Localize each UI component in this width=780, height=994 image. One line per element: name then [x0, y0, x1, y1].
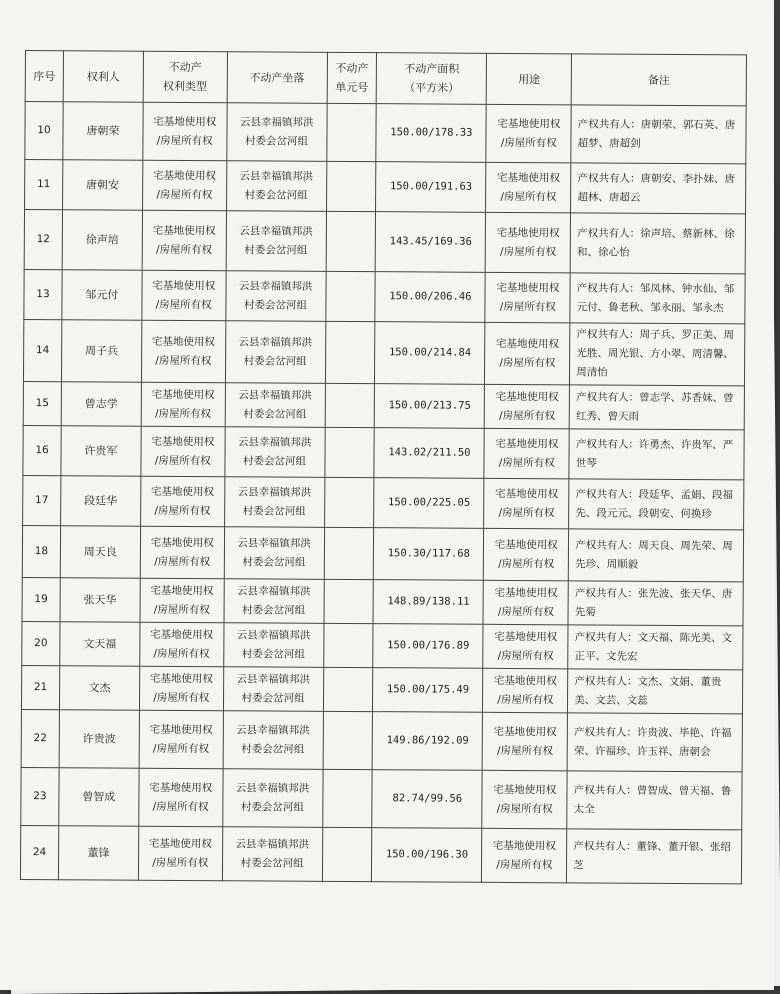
- cell-holder: 徐声培: [62, 210, 142, 270]
- cell-unit-no: [324, 527, 374, 579]
- header-note: 备注: [571, 54, 746, 106]
- cell-holder: 许贵波: [59, 710, 139, 768]
- cell-right-type: 宅基地使用权 /房屋所有权: [138, 826, 222, 881]
- header-holder: 权利人: [63, 51, 143, 102]
- cell-seq: 15: [23, 381, 61, 425]
- cell-right-type: 宅基地使用权 /房屋所有权: [139, 710, 223, 769]
- cell-location: 云县幸福镇邦洪 村委会岔河组: [223, 711, 323, 770]
- header-area: 不动产面积 （平方米）: [377, 53, 487, 105]
- table-row: [20, 825, 741, 883]
- cell-right-type: 宅基地使用权 /房屋所有权: [141, 320, 225, 383]
- cell-unit-no: [325, 383, 375, 427]
- cell-seq: 21: [21, 665, 59, 709]
- table-row: [23, 319, 744, 385]
- cell-right-type: 宅基地使用权 /房屋所有权: [139, 666, 223, 711]
- table-row: [22, 577, 743, 625]
- table-row: [22, 621, 743, 669]
- header-unit-no: 不动产 单元号: [327, 52, 377, 103]
- cell-right-type: 宅基地使用权 /房屋所有权: [140, 578, 224, 623]
- cell-right-type: 宅基地使用权 /房屋所有权: [140, 526, 224, 579]
- cell-seq: 18: [22, 525, 60, 577]
- cell-area: 150.00/175.49: [373, 668, 483, 713]
- property-rights-table: [20, 50, 747, 884]
- cell-location: 云县幸福镇邦洪 村委会岔河组: [223, 623, 323, 668]
- cell-area: 143.45/169.36: [376, 212, 486, 273]
- cell-location: 云县幸福镇邦洪 村委会岔河组: [225, 383, 325, 428]
- cell-seq: 22: [21, 709, 59, 767]
- cell-note: 产权共有人：张先波、张天华、唐先菊: [568, 581, 743, 626]
- cell-note: 产权共有人：文天福、陈光美、文正平、文先宏: [568, 625, 743, 670]
- cell-usage: 宅基地使用权 /房屋所有权: [482, 828, 567, 883]
- cell-holder: 文杰: [59, 666, 139, 710]
- cell-note: 产权共有人：许贵波、毕艳、许福荣、许福珍、许玉祥、唐朝会: [567, 713, 742, 772]
- cell-seq: 10: [25, 102, 63, 160]
- cell-usage: 宅基地使用权 /房屋所有权: [486, 104, 571, 163]
- cell-holder: 曾志学: [61, 382, 141, 426]
- cell-seq: 11: [25, 160, 63, 210]
- cell-seq: 23: [21, 767, 59, 825]
- cell-location: 云县幸福镇邦洪 村委会岔河组: [226, 271, 326, 322]
- cell-note: 产权共有人：董锋、董开银、张绍芝: [567, 829, 742, 884]
- cell-right-type: 宅基地使用权 /房屋所有权: [139, 768, 223, 827]
- cell-area: 150.00/178.33: [376, 104, 486, 163]
- cell-unit-no: [326, 161, 376, 211]
- cell-usage: 宅基地使用权 /房屋所有权: [483, 624, 568, 669]
- header-seq: 序号: [25, 51, 63, 102]
- cell-unit-no: [326, 211, 376, 271]
- cell-unit-no: [325, 321, 375, 383]
- table-row: [22, 525, 743, 581]
- cell-usage: 宅基地使用权 /房屋所有权: [484, 428, 569, 479]
- cell-seq: 17: [23, 475, 61, 525]
- table-row: [23, 381, 744, 429]
- cell-right-type: 宅基地使用权 /房屋所有权: [140, 622, 224, 667]
- cell-location: 云县幸福镇邦洪 村委会岔河组: [225, 321, 325, 384]
- cell-seq: 16: [23, 425, 61, 475]
- cell-location: 云县幸福镇邦洪 村委会岔河组: [224, 477, 324, 528]
- cell-usage: 宅基地使用权 /房屋所有权: [482, 770, 567, 829]
- cell-holder: 董锋: [58, 826, 138, 880]
- cell-area: 150.00/206.46: [375, 272, 485, 323]
- cell-unit-no: [323, 667, 373, 711]
- cell-note: 产权共有人：许勇杰、许贵军、严世琴: [569, 429, 744, 480]
- header-usage: 用途: [487, 53, 572, 105]
- cell-location: 云县幸福镇邦洪 村委会岔河组: [222, 827, 322, 882]
- cell-note: 产权共有人：曾志学、苏香妹、曾红秀、曾天雨: [569, 385, 744, 430]
- cell-holder: 周子兵: [61, 320, 141, 382]
- table-row: [21, 709, 742, 771]
- cell-area: 82.74/99.56: [372, 770, 482, 829]
- cell-area: 150.00/196.30: [372, 828, 482, 883]
- cell-right-type: 宅基地使用权 /房屋所有权: [143, 102, 227, 161]
- cell-seq: 24: [20, 825, 58, 879]
- table-row: [25, 102, 746, 164]
- cell-unit-no: [322, 827, 372, 881]
- cell-area: 148.89/138.11: [373, 580, 483, 625]
- cell-seq: 20: [22, 621, 60, 665]
- cell-holder: 段廷华: [61, 476, 141, 526]
- table-row: [21, 665, 742, 713]
- cell-usage: 宅基地使用权 /房屋所有权: [484, 528, 569, 581]
- cell-seq: 13: [24, 269, 62, 319]
- cell-seq: 12: [24, 210, 62, 270]
- header-location: 不动产坐落: [227, 52, 327, 104]
- cell-holder: 文天福: [60, 622, 140, 666]
- cell-usage: 宅基地使用权 /房屋所有权: [484, 478, 569, 529]
- cell-holder: 曾智成: [59, 768, 139, 826]
- table-header-row: [25, 51, 746, 106]
- cell-note: 产权共有人：文杰、文娟、董贵美、文芸、文蕊: [568, 669, 743, 714]
- cell-location: 云县幸福镇邦洪 村委会岔河组: [224, 527, 324, 580]
- cell-usage: 宅基地使用权 /房屋所有权: [486, 212, 571, 273]
- cell-location: 云县幸福镇邦洪 村委会岔河组: [224, 579, 324, 624]
- cell-holder: 张天华: [60, 578, 140, 622]
- cell-note: 产权共有人：周子兵、罗正美、周光胜、周光银、方小翠、周清馨、周清怡: [570, 323, 745, 386]
- cell-area: 150.30/117.68: [374, 528, 484, 581]
- cell-holder: 许贵军: [61, 426, 141, 476]
- cell-area: 150.00/176.89: [373, 624, 483, 669]
- cell-right-type: 宅基地使用权 /房屋所有权: [142, 210, 226, 271]
- cell-unit-no: [324, 477, 374, 527]
- cell-area: 150.00/191.63: [376, 162, 486, 213]
- cell-right-type: 宅基地使用权 /房屋所有权: [141, 426, 225, 477]
- cell-area: 150.00/213.75: [375, 384, 485, 429]
- table-row: [23, 425, 744, 479]
- cell-note: 产权共有人：唐朝安、李扑妹、唐超林、唐超云: [571, 163, 746, 214]
- cell-location: 云县幸福镇邦洪 村委会岔河组: [226, 103, 326, 162]
- cell-location: 云县幸福镇邦洪 村委会岔河组: [226, 161, 326, 212]
- cell-right-type: 宅基地使用权 /房屋所有权: [140, 476, 224, 527]
- cell-note: 产权共有人：段廷华、孟娟、段福先、段元元、段朝安、何换珍: [569, 479, 744, 530]
- cell-holder: 邹元付: [62, 270, 142, 320]
- cell-right-type: 宅基地使用权 /房屋所有权: [141, 382, 225, 427]
- table-row: [21, 767, 742, 829]
- cell-unit-no: [323, 711, 373, 769]
- cell-unit-no: [324, 579, 374, 623]
- cell-usage: 宅基地使用权 /房屋所有权: [483, 668, 568, 713]
- table-row: [25, 160, 746, 214]
- cell-right-type: 宅基地使用权 /房屋所有权: [142, 160, 226, 211]
- cell-seq: 19: [22, 577, 60, 621]
- cell-note: 产权共有人：唐朝荣、郭石英、唐超梦、唐超剑: [571, 105, 746, 164]
- cell-location: 云县幸福镇邦洪 村委会岔河组: [222, 769, 322, 828]
- cell-usage: 宅基地使用权 /房屋所有权: [486, 162, 571, 213]
- cell-note: 产权共有人：周天良、周先荣、周先珍、周顺毅: [569, 529, 744, 582]
- table-row: [24, 210, 745, 274]
- cell-area: 149.86/192.09: [373, 712, 483, 771]
- cell-unit-no: [322, 769, 372, 827]
- cell-unit-no: [324, 427, 374, 477]
- table-row: [24, 269, 745, 323]
- cell-note: 产权共有人：曾智成、曾天福、鲁太全: [567, 771, 742, 830]
- cell-usage: 宅基地使用权 /房屋所有权: [482, 712, 567, 771]
- cell-location: 云县幸福镇邦洪 村委会岔河组: [226, 211, 326, 272]
- cell-location: 云县幸福镇邦洪 村委会岔河组: [225, 427, 325, 478]
- table-row: [23, 475, 744, 529]
- cell-usage: 宅基地使用权 /房屋所有权: [485, 272, 570, 323]
- cell-right-type: 宅基地使用权 /房屋所有权: [142, 270, 226, 321]
- header-right-type: 不动产 权利类型: [143, 51, 227, 103]
- cell-holder: 唐朝荣: [63, 102, 143, 160]
- cell-note: 产权共有人：邹凤林、钟水仙、邹元付、鲁老秋、邹永丽、邹永杰: [570, 273, 745, 324]
- cell-location: 云县幸福镇邦洪 村委会岔河组: [223, 667, 323, 712]
- cell-holder: 周天良: [60, 526, 140, 578]
- cell-holder: 唐朝安: [62, 160, 142, 210]
- cell-seq: 14: [23, 319, 61, 381]
- cell-unit-no: [325, 271, 375, 321]
- cell-area: 150.00/214.84: [375, 322, 485, 385]
- cell-area: 150.00/225.05: [374, 478, 484, 529]
- cell-usage: 宅基地使用权 /房屋所有权: [483, 580, 568, 625]
- cell-unit-no: [326, 103, 376, 161]
- cell-unit-no: [323, 623, 373, 667]
- cell-usage: 宅基地使用权 /房屋所有权: [485, 322, 570, 385]
- cell-area: 143.02/211.50: [374, 428, 484, 479]
- cell-note: 产权共有人：徐声培、蔡新林、徐和、徐心怡: [570, 213, 745, 274]
- cell-usage: 宅基地使用权 /房屋所有权: [485, 384, 570, 429]
